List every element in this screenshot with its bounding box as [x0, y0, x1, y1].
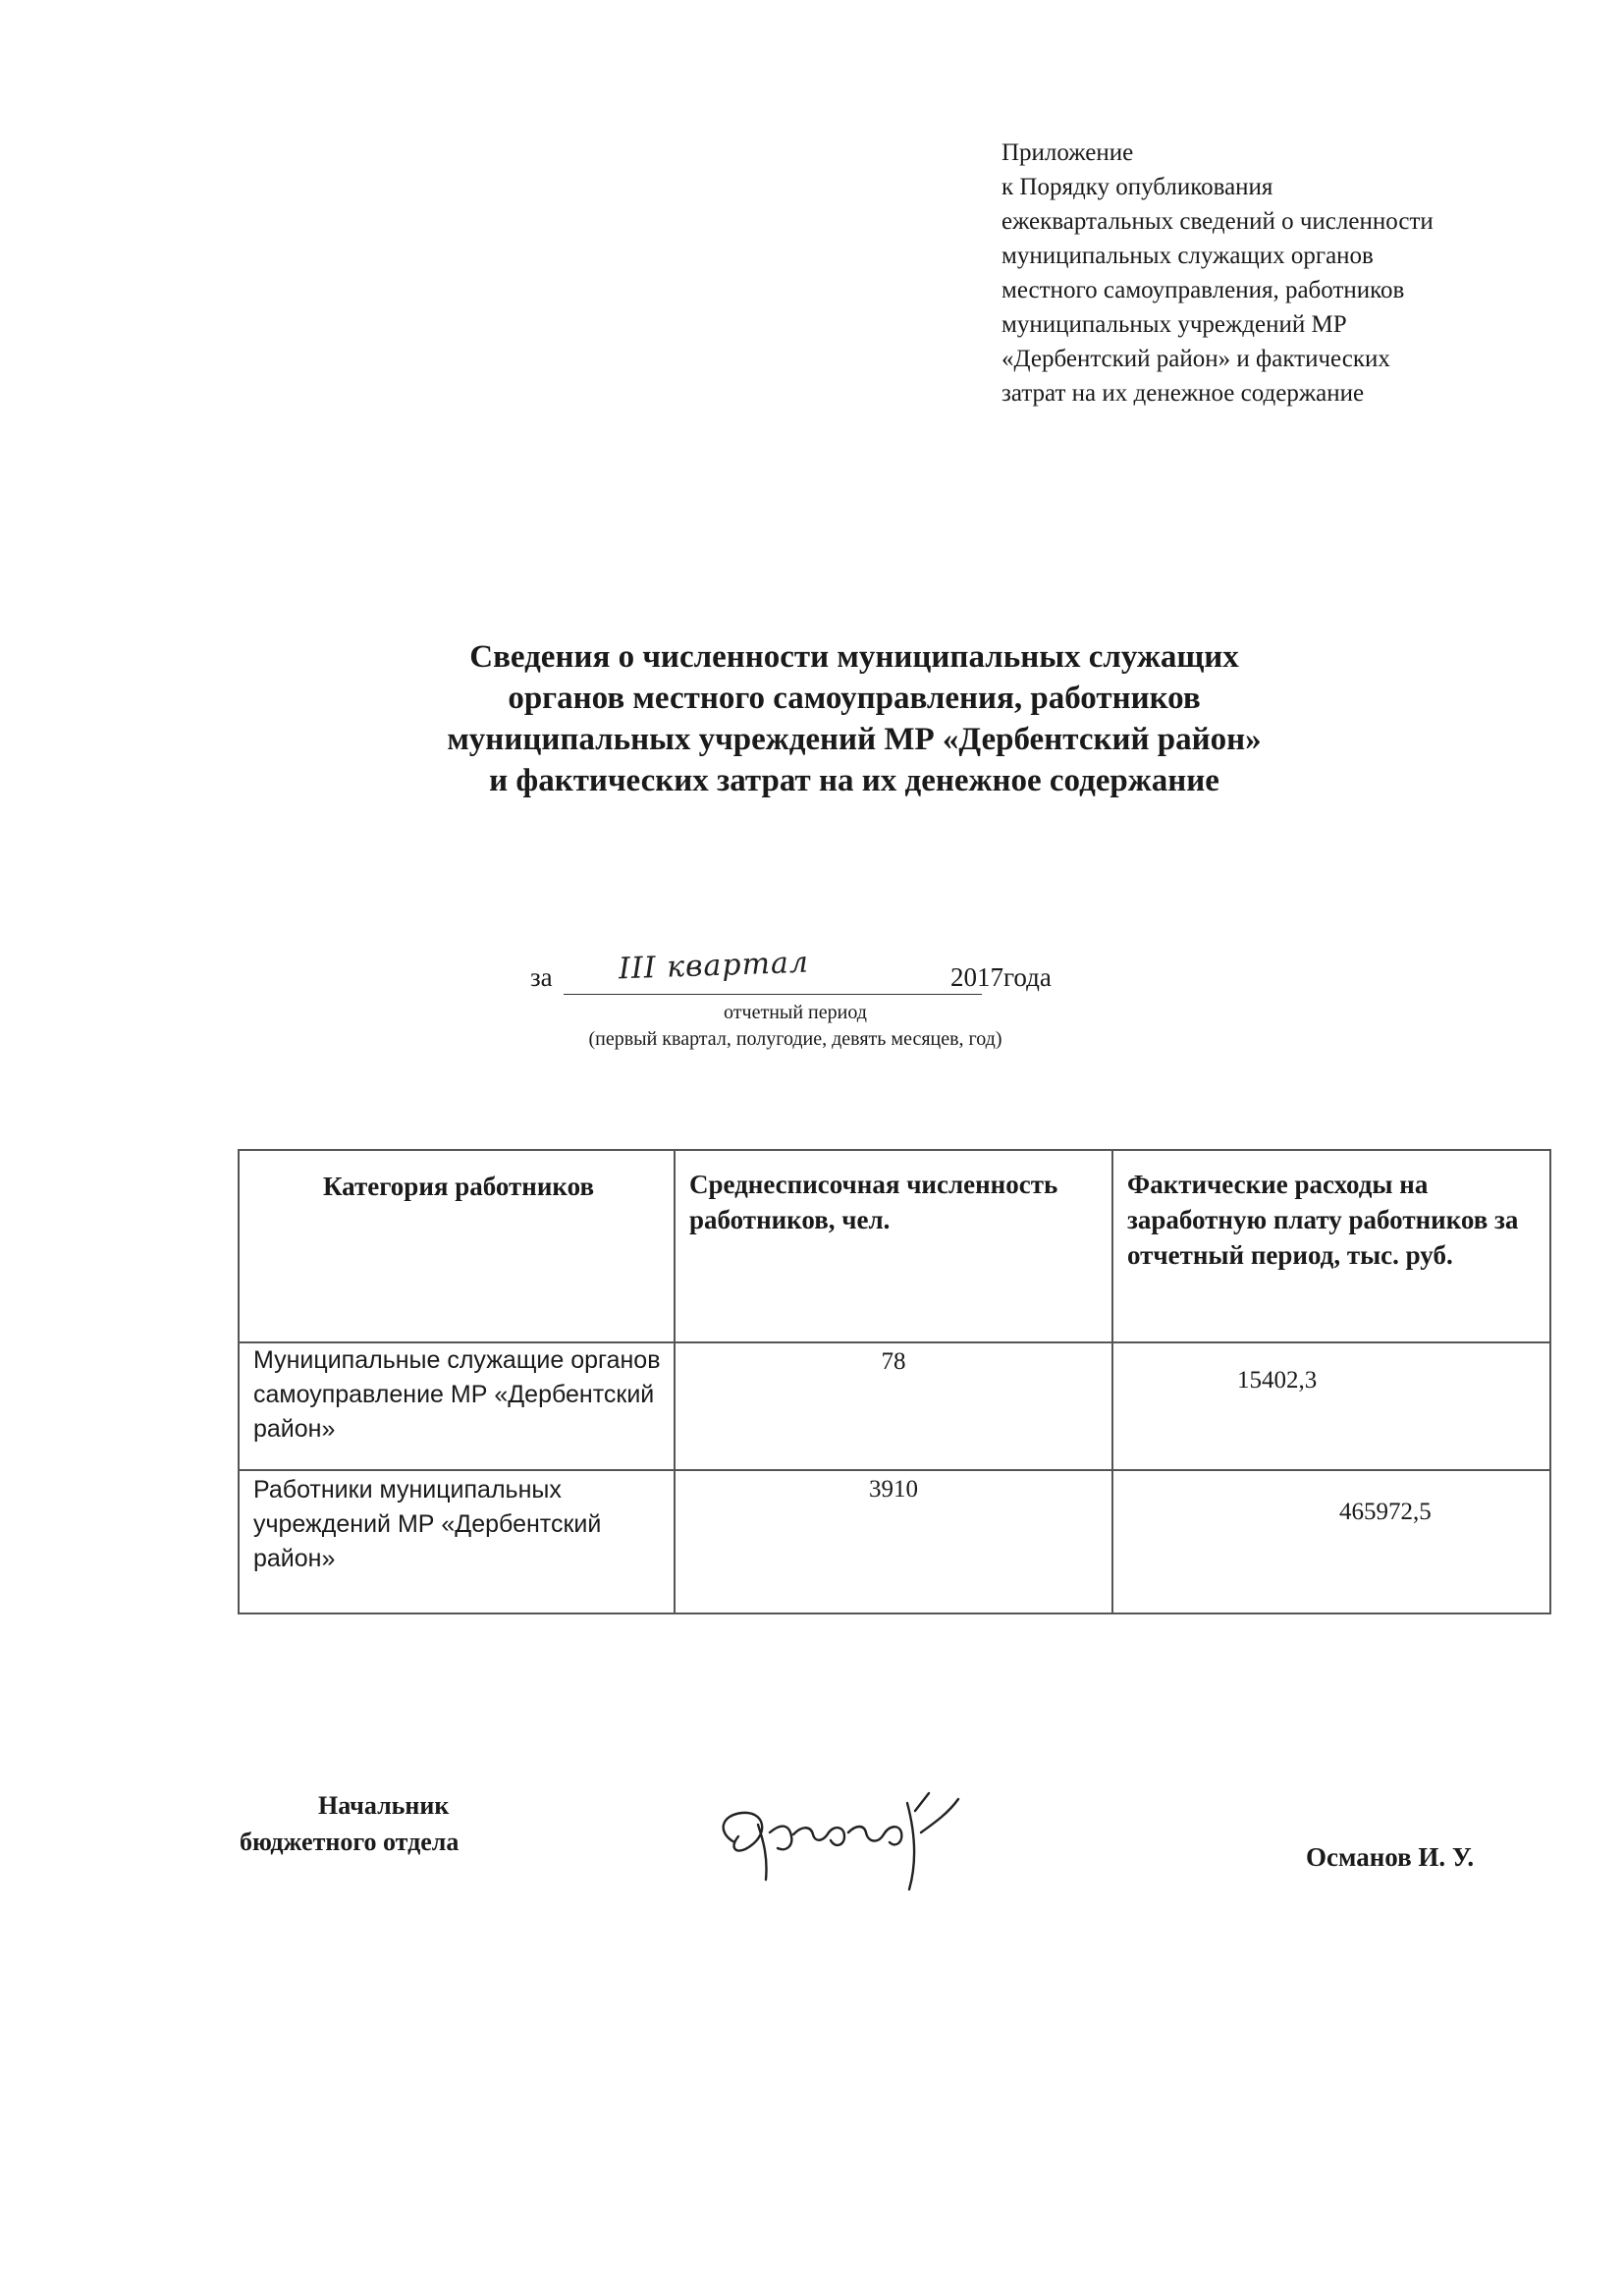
row-expenses-cell [1112, 1342, 1550, 1470]
title-line: и фактических затрат на их денежное содержание [489, 763, 1219, 798]
period-blank-underline [564, 994, 982, 995]
row-category: Муниципальные служащие органов самоуправление МР «Дербентский район» [239, 1342, 675, 1470]
position-line: бюджетного отдела [240, 1828, 460, 1856]
header-category: Категория работников [239, 1150, 675, 1342]
document-title [245, 636, 1463, 801]
row-category: Работники муниципальных учреждений МР «Дербентский район» [239, 1470, 675, 1613]
period-caption [530, 1000, 1060, 1053]
appendix-line: ежеквартальных сведений о численности [1001, 208, 1434, 235]
header-headcount: Среднесписочная численность работников, чел. [675, 1150, 1112, 1342]
row-headcount: 78 [675, 1342, 1112, 1470]
appendix-line: муниципальных учреждений МР [1001, 311, 1347, 338]
title-line: Сведения о численности муниципальных служащих [469, 639, 1239, 675]
position-line: Начальник [318, 1791, 450, 1820]
signatory-position [240, 1787, 459, 1860]
appendix-line: к Порядку опубликования [1001, 174, 1273, 200]
period-prefix: за [530, 962, 553, 992]
table-row [239, 1470, 1550, 1613]
period-caption-label: отчетный период [724, 1002, 867, 1023]
period-caption-hint: (первый квартал, полугодие, девять месяцев, год) [588, 1028, 1002, 1050]
row-expenses-cell [1112, 1470, 1550, 1613]
period-year: 2017года [950, 962, 1052, 992]
appendix-note [1001, 136, 1591, 410]
table-header-row [239, 1150, 1550, 1342]
signatory-name: Османов И. У. [1306, 1842, 1475, 1872]
title-line: муниципальных учреждений МР «Дербентский район» [447, 722, 1262, 757]
title-line: органов местного самоуправления, работников [508, 681, 1201, 716]
row-headcount: 3910 [675, 1470, 1112, 1613]
handwritten-signature [707, 1764, 972, 1901]
reporting-period-line [530, 945, 1139, 1000]
row-expenses: 465972,5 [1339, 1499, 1432, 1525]
table-row [239, 1342, 1550, 1470]
appendix-line: Приложение [1001, 139, 1134, 166]
appendix-line: затрат на их денежное содержание [1001, 380, 1365, 407]
appendix-line: муниципальных служащих органов [1001, 243, 1374, 269]
header-expenses: Фактические расходы на заработную плату работников за отчетный период, тыс. руб. [1112, 1150, 1550, 1342]
appendix-line: местного самоуправления, работников [1001, 277, 1405, 303]
staff-expenses-table [238, 1149, 1551, 1614]
appendix-line: «Дербентский район» и фактических [1001, 346, 1390, 372]
row-expenses: 15402,3 [1237, 1367, 1318, 1394]
period-handwritten-value: III квартал [618, 945, 810, 987]
